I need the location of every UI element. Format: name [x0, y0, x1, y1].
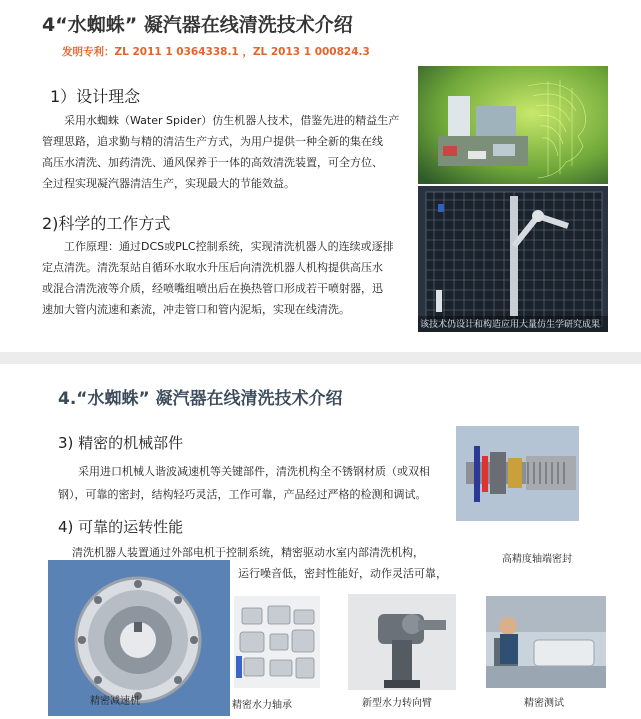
text-line: 定点清洗。清洗泵站自循环水取水升压后向清洗机器人机构提供高压水 — [42, 261, 383, 274]
reducer-caption: 精密减速机 — [90, 696, 140, 707]
text-line: 全过程实现凝汽器清洁生产，实现最大的节能效益。 — [42, 177, 295, 190]
precision-test-image — [486, 596, 606, 688]
hydraulic-bearing-image — [234, 596, 320, 688]
shaft-seal-image — [456, 426, 579, 521]
text-line: 或混合清洗液等介质，经喷嘴组喷出后在换热管口形成若干喷射器，迅 — [42, 282, 383, 295]
shaft-seal-caption: 高精度轴端密封 — [502, 554, 572, 565]
mechanical-parts-text — [58, 460, 460, 506]
image-caption: 该技术仍设计和构造应用大量仿生学研究成果 — [420, 320, 601, 330]
test-caption: 精密测试 — [524, 698, 564, 709]
patent-numbers: 发明专利：ZL 2011 1 0364338.1 ，ZL 2013 1 000824.3 — [62, 46, 370, 58]
working-method-text — [42, 236, 417, 320]
text-line: 采用进口机械人谐波减速机等关键部件，清洗机构全不锈钢材质（或双相 — [78, 465, 430, 478]
text-line: 采用水蜘蛛（Water Spider）仿生机器人技术，借鉴先进的精益生产 — [64, 114, 400, 127]
mechanical-parts-heading: 3) 精密的机械部件 — [58, 434, 184, 452]
reliable-operation-heading: 4) 可靠的运转性能 — [58, 518, 184, 536]
text-line: 速加大管内流速和紊流，冲走管口和管内泥垢，实现在线清洗。 — [42, 303, 350, 316]
text-line: 清洗机器人装置通过外部电机于控制系统，精密驱动水室内部清洗机构， — [72, 546, 424, 559]
slide-1-title: 4“水蜘蛛” 凝汽器在线清洗技术介绍 — [42, 14, 353, 36]
text-line: 管理思路，追求勤与精的清洁生产方式，为用户提供一种全新的集在线 — [42, 135, 383, 148]
steering-arm-image — [348, 594, 456, 690]
text-line: 工作原理：通过DCS或PLC控制系统，实现清洗机器人的连续或逐排 — [64, 240, 394, 253]
text-line: 高压水清洗、加药清洗、通风保养于一体的高效清洗装置，可全方位、 — [42, 156, 383, 169]
cleaning-robot-image — [418, 186, 608, 332]
text-line: 运行噪音低，密封性能好，动作灵活可靠， — [238, 567, 447, 580]
slide-2 — [0, 364, 641, 719]
bionic-head-image — [418, 66, 608, 184]
slide-separator — [0, 352, 641, 364]
bearing-caption: 精密水力轴承 — [232, 700, 292, 711]
design-concept-heading: 1）设计理念 — [50, 87, 141, 106]
text-line: 钢），可靠的密封，结构轻巧灵活，工作可靠，产品经过严格的检测和调试。 — [58, 488, 427, 501]
arm-caption: 新型水力转向臂 — [362, 698, 432, 709]
design-concept-text — [42, 110, 417, 194]
slide-1 — [0, 0, 641, 352]
working-method-heading: 2)科学的工作方式 — [42, 214, 171, 233]
slide-2-title: 4.“水蜘蛛” 凝汽器在线清洗技术介绍 — [58, 389, 343, 409]
